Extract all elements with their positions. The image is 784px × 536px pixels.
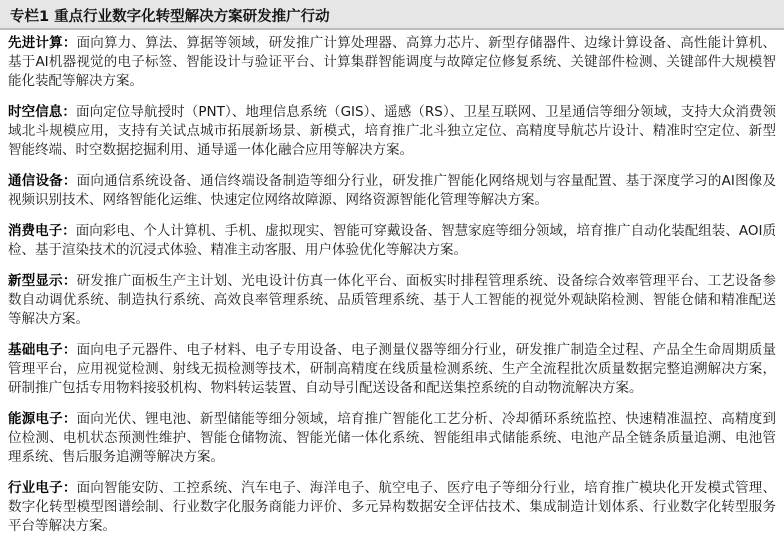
column-title: 专栏1 重点行业数字化转型解决方案研发推广行动	[0, 0, 784, 30]
section-communication-equipment	[8, 172, 776, 210]
section-new-display	[8, 272, 776, 329]
section-text: 面向彩电、个人计算机、手机、虚拟现实、智能可穿戴设备、智慧家庭等细分领域，培育推广自动化装配组装、AOI质检、基于渲染技术的沉浸式体验、精准主动客服、用户体验优化等解决方案。	[8, 223, 777, 258]
section-term: 通信设备	[8, 173, 63, 189]
section-spatiotemporal-info	[8, 103, 776, 160]
section-term: 基础电子	[8, 342, 63, 358]
section-term: 消费电子	[8, 223, 63, 239]
section-text: 面向电子元器件、电子材料、电子专用设备、电子测量仪器等细分行业，研发推广制造全过程、产品全生命周期质量管理平台，应用视觉检测、射线无损检测等技术，研制高精度在线质量检测系统、生产全流程批次质量数据完整追溯解决方案，研制推广包括专用物料接驳机构、物料转运装置、自动导引配送设备和配送集控系统的自动物流解决方案。	[8, 342, 777, 396]
section-text: 面向光伏、锂电池、新型储能等细分领域，培育推广智能化工艺分析、冷却循环系统监控、快速精准温控、高精度到位检测、电机状态预测性维护、智能仓储物流、智能光储一体化系统、智能组串式储能系统、电池产品全链条质量追溯、电池管理系统、售后服务追溯等解决方案。	[8, 411, 777, 465]
section-text: 面向智能安防、工控系统、汽车电子、海洋电子、航空电子、医疗电子等细分行业，培育推广模块化开发模式管理、数字化转型模型图谱绘制、行业数字化服务商能力评价、多元异构数据安全评估技术、集成制造计划体系、行业数字化转型服务平台等解决方案。	[8, 480, 777, 534]
section-advanced-computing	[8, 34, 776, 91]
section-text: 面向算力、算法、算据等领域，研发推广计算处理器、高算力芯片、新型存储器件、边缘计算设备、高性能计算机、基于AI机器视觉的电子标签、智能设计与验证平台、计算集群智能调度与故障定位修复系统、关键部件检测、关键部件大规模智能化装配等解决方案。	[8, 35, 777, 89]
section-text: 面向定位导航授时（PNT）、地理信息系统（GIS）、遥感（RS）、卫星互联网、卫星通信等细分领域，支持大众消费领域北斗规模应用，支持有关试点城市拓展新场景、新模式，培育推广北斗独立定位、高精度导航芯片设计、精准时空定位、新型智能终端、时空数据挖掘利用、通导遥一体化融合应用等解决方案。	[8, 104, 777, 158]
term-separator: ：	[62, 173, 77, 189]
section-text: 研发推广面板生产主计划、光电设计仿真一体化平台、面板实时排程管理系统、设备综合效率管理平台、工艺设备参数自动调优系统、制造执行系统、高效良率管理系统、品质管理系统、基于人工智能的视觉外观缺陷检测、智能仓储和精准配送等解决方案。	[8, 273, 777, 327]
term-separator: ：	[62, 273, 77, 289]
section-term: 新型显示	[8, 273, 63, 289]
section-text: 面向通信系统设备、通信终端设备制造等细分行业，研发推广智能化网络规划与容量配置、基于深度学习的AI图像及视频识别技术、网络智能化运维、快速定位网络故障源、网络资源智能化管理等解决方案。	[8, 173, 777, 208]
section-basic-electronics	[8, 341, 776, 398]
column-body	[0, 30, 784, 536]
section-consumer-electronics	[8, 222, 776, 260]
section-industry-electronics	[8, 479, 776, 536]
term-separator: ：	[62, 223, 76, 239]
section-term: 行业电子	[8, 480, 63, 496]
section-energy-electronics	[8, 410, 776, 467]
section-term: 先进计算	[8, 35, 63, 51]
term-separator: ：	[62, 35, 77, 51]
term-separator: ：	[62, 342, 77, 358]
section-term: 时空信息	[8, 104, 63, 120]
term-separator: ：	[62, 104, 76, 120]
term-separator: ：	[62, 480, 77, 496]
section-term: 能源电子	[8, 411, 63, 427]
term-separator: ：	[62, 411, 77, 427]
